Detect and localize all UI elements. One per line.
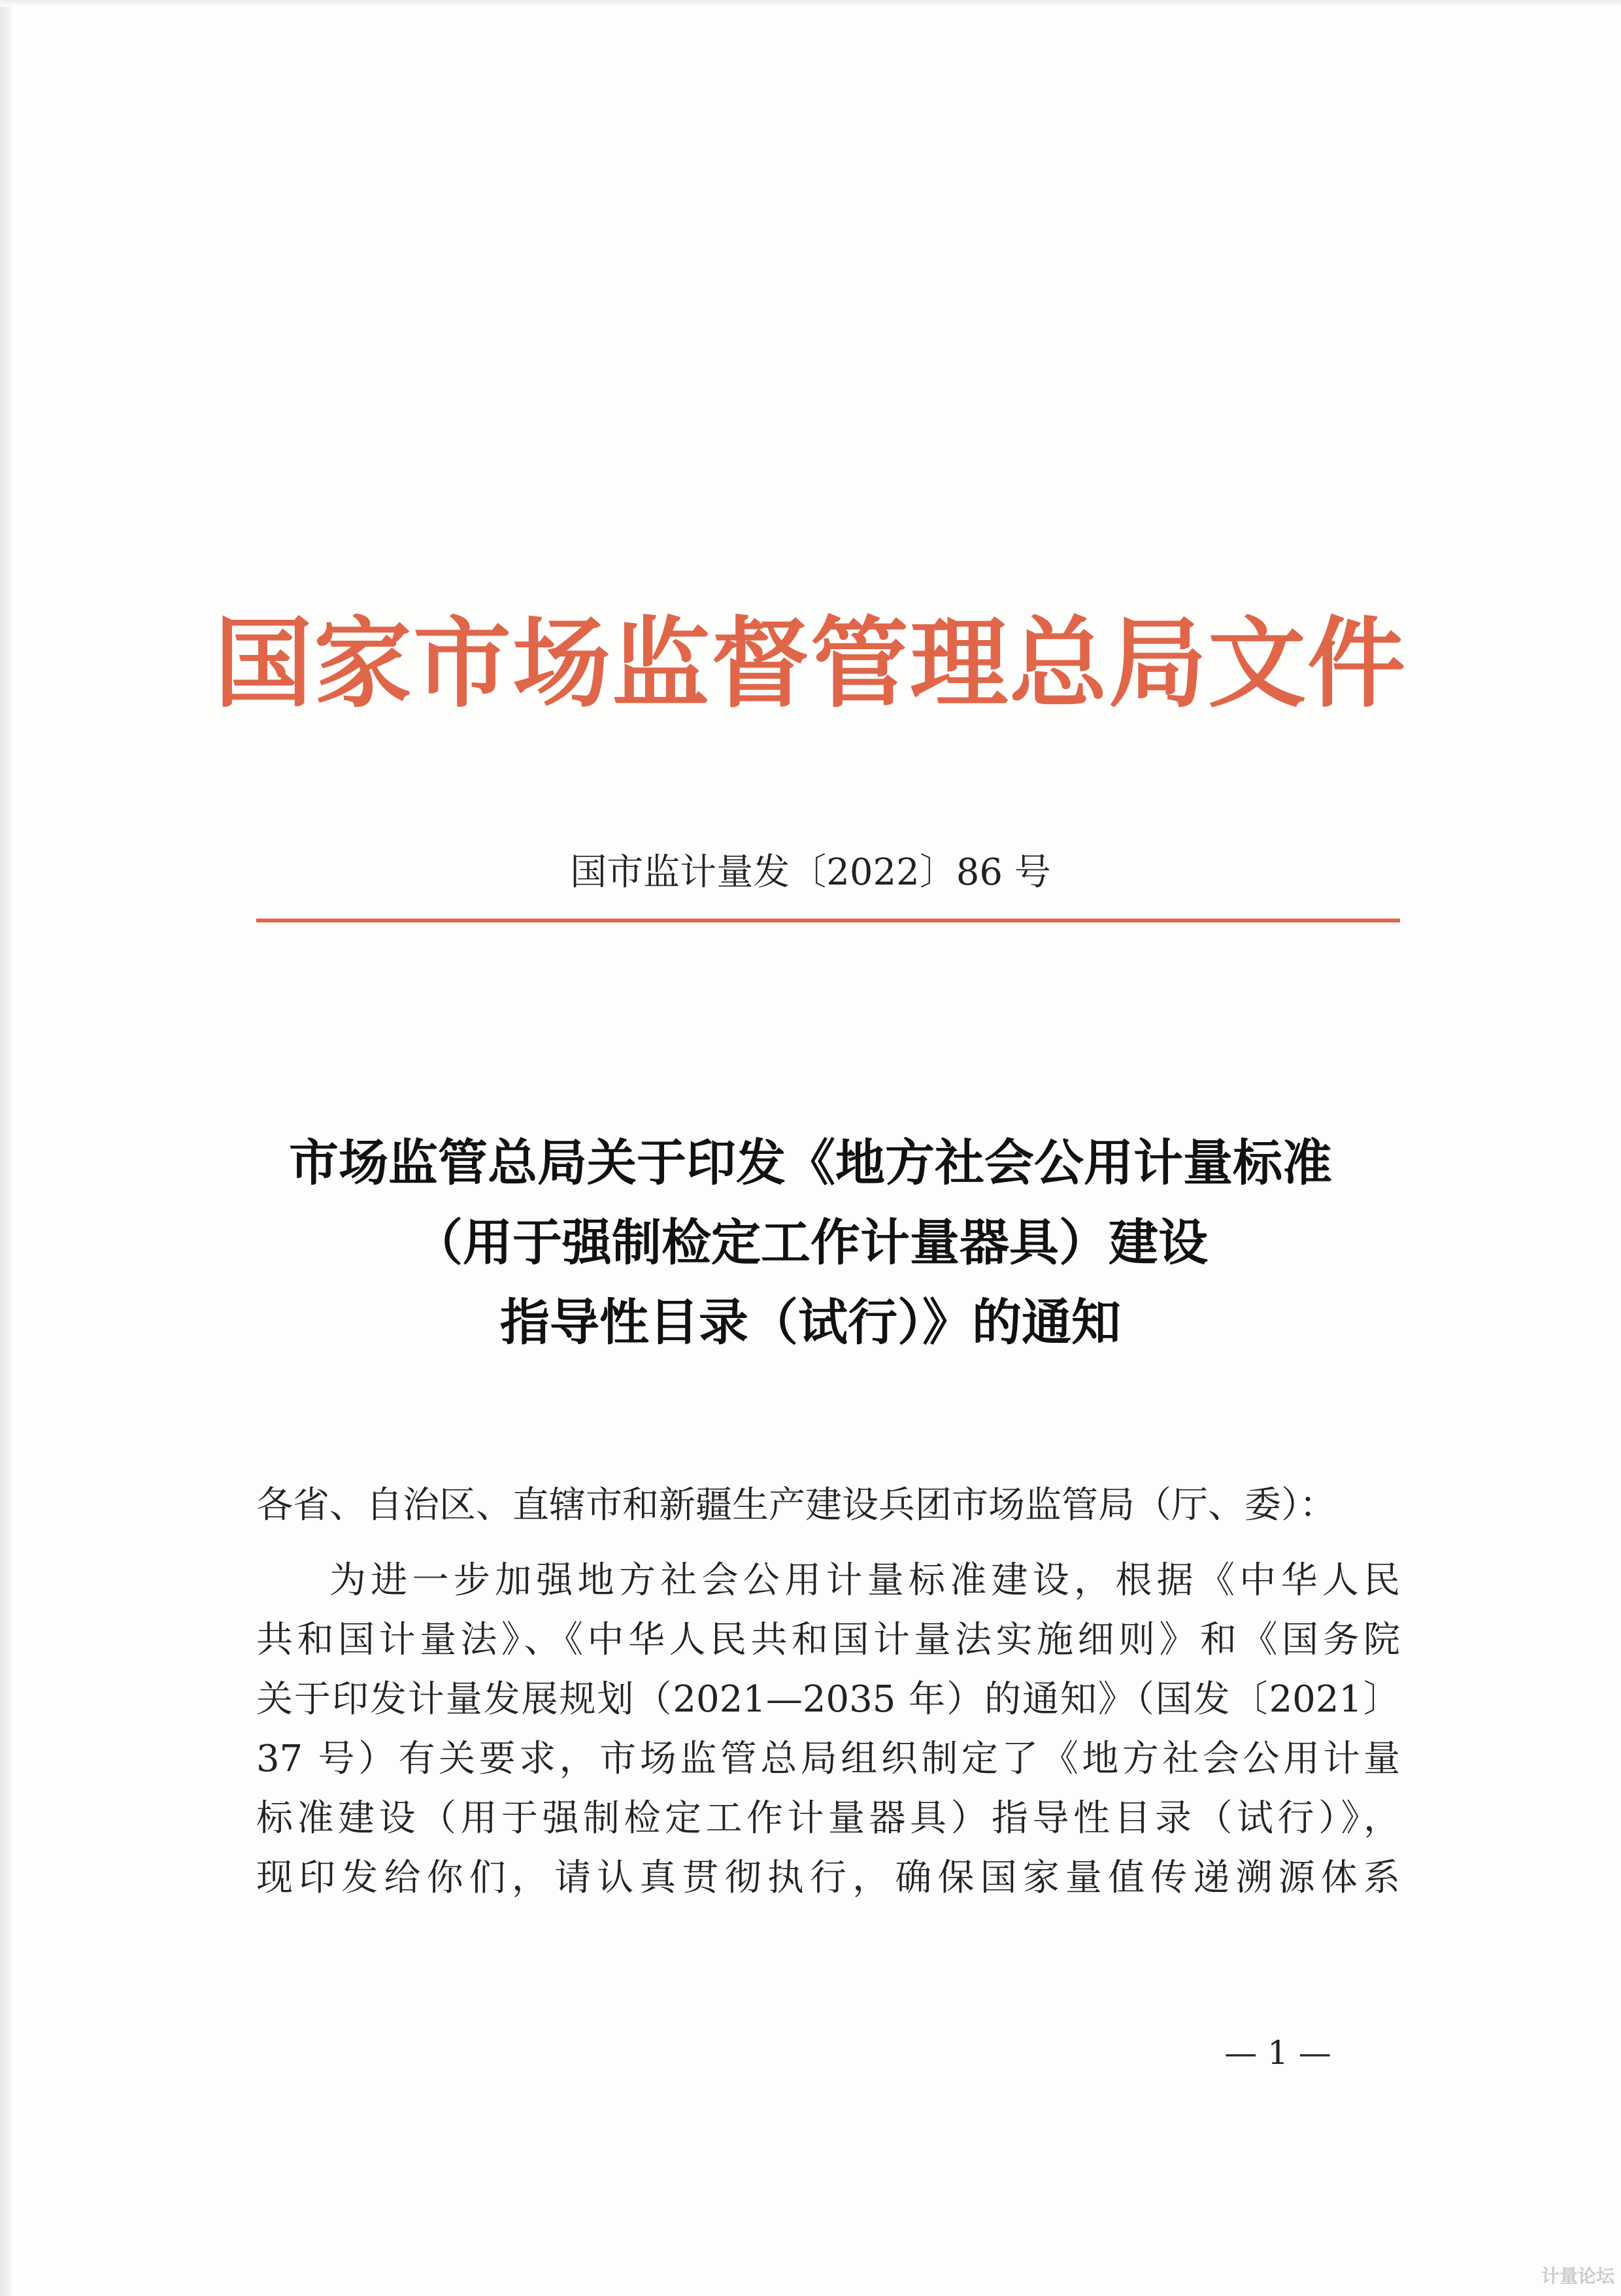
page-top-edge: [0, 0, 1621, 7]
body-line-3: 关于印发计量发展规划（2021—2035 年）的通知》（国发〔2021〕: [256, 1678, 1400, 1721]
document-header-title: 国家市场监督管理总局文件: [214, 606, 1407, 721]
addressee-line: 各省、自治区、直辖市和新疆生产建设兵团市场监管局（厅、委）：: [256, 1484, 1336, 1527]
notice-title-line-2: （用于强制检定工作计量器具）建设: [413, 1213, 1208, 1272]
forum-watermark: 计量论坛: [1541, 2265, 1614, 2287]
body-paragraph: [256, 1551, 1400, 1908]
body-line-5: 标准建设（用于强制检定工作计量器具）指导性目录（试行）》，: [256, 1797, 1400, 1840]
body-line-4: 37 号）有关要求，市场监管总局组织制定了《地方社会公用计量: [256, 1738, 1400, 1780]
page-number: — 1 —: [1224, 2034, 1331, 2072]
red-separator-line: [256, 919, 1400, 922]
body-line-2: 共和国计量法》、《中华人民共和国计量法实施细则》和《国务院: [256, 1619, 1400, 1661]
page-left-edge: [0, 0, 12, 2296]
body-line-1: 为进一步加强地方社会公用计量标准建设，根据《中华人民: [329, 1559, 1400, 1602]
notice-title-line-1: 市场监管总局关于印发《地方社会公用计量标准: [289, 1134, 1332, 1192]
body-line-6: 现印发给你们，请认真贯彻执行，确保国家量值传递溯源体系: [256, 1857, 1400, 1899]
notice-title: [183, 1123, 1438, 1362]
notice-title-line-3: 指导性目录（试行）》的通知: [500, 1293, 1121, 1351]
document-number: 国市监计量发〔2022〕86 号: [570, 851, 1051, 894]
